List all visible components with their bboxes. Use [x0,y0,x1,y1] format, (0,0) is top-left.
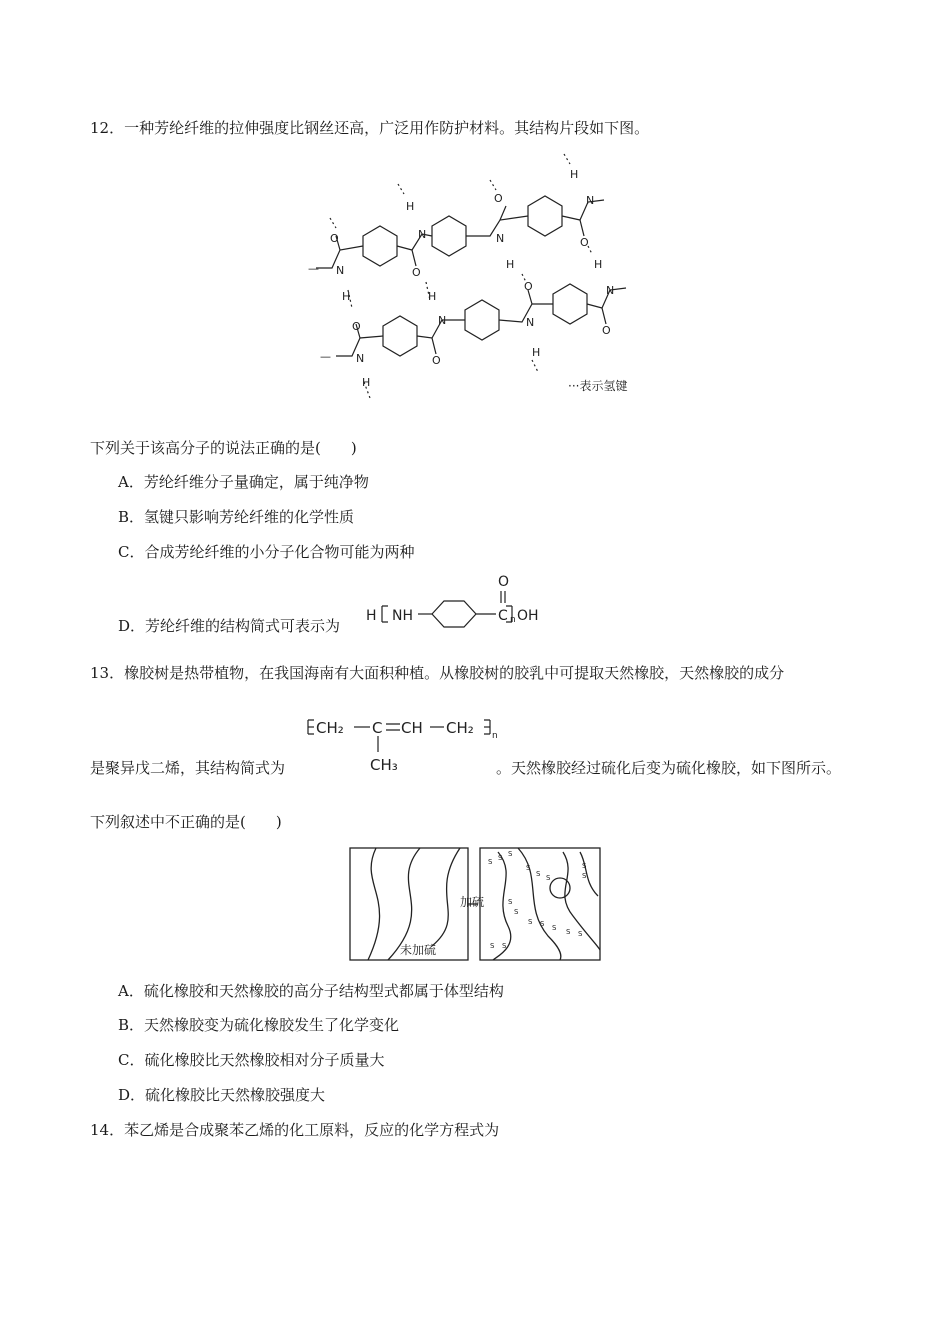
sulfur-label: S [540,920,545,928]
q13-option-a[interactable]: A．硫化橡胶和天然橡胶的高分子结构型式都属于体型结构 [118,982,504,1000]
formula-c: C [498,608,508,624]
atom-o: O [412,266,421,279]
atom-o: O [432,354,441,367]
atom-o: O [524,280,533,293]
sulfur-label: S [502,942,507,950]
benzene-ring [383,316,417,356]
q14-stem: 14．苯乙烯是合成聚苯乙烯的化工原料，反应的化学方程式为 [90,1121,500,1139]
sulfur-label: S [546,874,551,882]
atom-o: O [580,236,589,249]
sulfur-label: S [528,918,533,926]
formula-o: O [498,574,510,590]
atom-h: H [532,346,541,359]
q13-line2-left: 是聚异戊二烯，其结构简式为 [90,759,286,777]
polyisoprene-formula [304,712,500,776]
q12-option-a[interactable]: A．芳纶纤维分子量确定，属于纯净物 [118,473,369,491]
sulfur-label: S [582,862,587,870]
atom-n: N [356,352,365,365]
sulfur-label: S [552,924,557,932]
q13-line2-right: 。天然橡胶经过硫化后变为硫化橡胶，如下图所示。 [496,759,842,777]
formula-ch3: CH₃ [370,756,398,774]
formula-ch2: CH₂ [446,719,474,737]
sulfur-label: S [490,942,495,950]
benzene-ring [432,216,466,256]
sulfur-label: S [566,928,571,936]
sulfur-label: S [508,898,513,906]
atom-o: O [330,232,339,245]
sulfur-label: S [582,872,587,880]
benzene-ring [363,226,397,266]
atom-o: O [352,320,361,333]
atom-h: H [506,258,515,271]
q12-stem: 12．一种芳纶纤维的拉伸强度比钢丝还高，广泛用作防护材料。其结构片段如下图。 [90,119,650,137]
atom-o: O [602,324,611,337]
sulfur-label: S [526,864,531,872]
aramid-structure-figure [300,150,650,410]
sulfur-label: S [508,850,513,858]
atom-n: N [606,284,615,297]
sulfur-label: S [514,908,519,916]
formula-nh: NH [392,608,413,624]
q12-option-c[interactable]: C．合成芳纶纤维的小分子化合物可能为两种 [118,543,415,561]
sulfur-label: S [578,930,583,938]
sulfur-label: S [498,854,503,862]
atom-n: N [418,228,427,241]
atom-label: — [308,262,319,275]
atom-n: N [496,232,505,245]
atom-n: N [586,194,595,207]
benzene-ring [432,601,476,627]
atom-o: O [494,192,503,205]
formula-h: H [366,608,377,624]
q13-stem: 13．橡胶树是热带植物，在我国海南有大面积种植。从橡胶树的胶乳中可提取天然橡胶，天然橡胶的成分 [90,664,785,682]
atom-h: H [570,168,579,181]
formula-ch2: CH₂ [316,719,344,737]
hydrogen-bond-legend: ···表示氢键 [568,379,628,393]
sulfur-label: S [488,858,493,866]
formula-n: n [510,615,516,625]
benzene-ring [465,300,499,340]
label-unvulcanized: 未加硫 [400,943,437,957]
q12-option-b[interactable]: B．氢键只影响芳纶纤维的化学性质 [118,508,355,526]
q13-option-d[interactable]: D．硫化橡胶比天然橡胶强度大 [118,1086,326,1104]
label-add-sulfur: 加硫 [460,895,485,909]
q12-option-d[interactable]: D．芳纶纤维的结构简式可表示为 [118,617,341,635]
atom-h: H [594,258,603,271]
q12-prompt: 下列关于该高分子的说法正确的是( ) [90,439,357,457]
formula-oh: OH [517,608,539,624]
atom-h: H [428,290,437,303]
atom-n: N [438,314,447,327]
formula-c: C [372,719,383,737]
q13-prompt: 下列叙述中不正确的是( ) [90,813,282,831]
q13-option-b[interactable]: B．天然橡胶变为硫化橡胶发生了化学变化 [118,1016,400,1034]
formula-ch: CH [401,719,423,737]
sulfur-label: S [536,870,541,878]
benzene-ring [553,284,587,324]
atom-h: H [342,290,351,303]
formula-n: n [492,731,498,741]
aramid-formula [364,570,554,636]
q13-option-c[interactable]: C．硫化橡胶比天然橡胶相对分子质量大 [118,1051,385,1069]
atom-n: N [336,264,345,277]
benzene-ring [528,196,562,236]
atom-h: H [362,376,371,389]
atom-n: N [526,316,535,329]
atom-h: H [406,200,415,213]
vulcanization-figure [348,846,604,962]
atom-label: — [320,350,331,363]
